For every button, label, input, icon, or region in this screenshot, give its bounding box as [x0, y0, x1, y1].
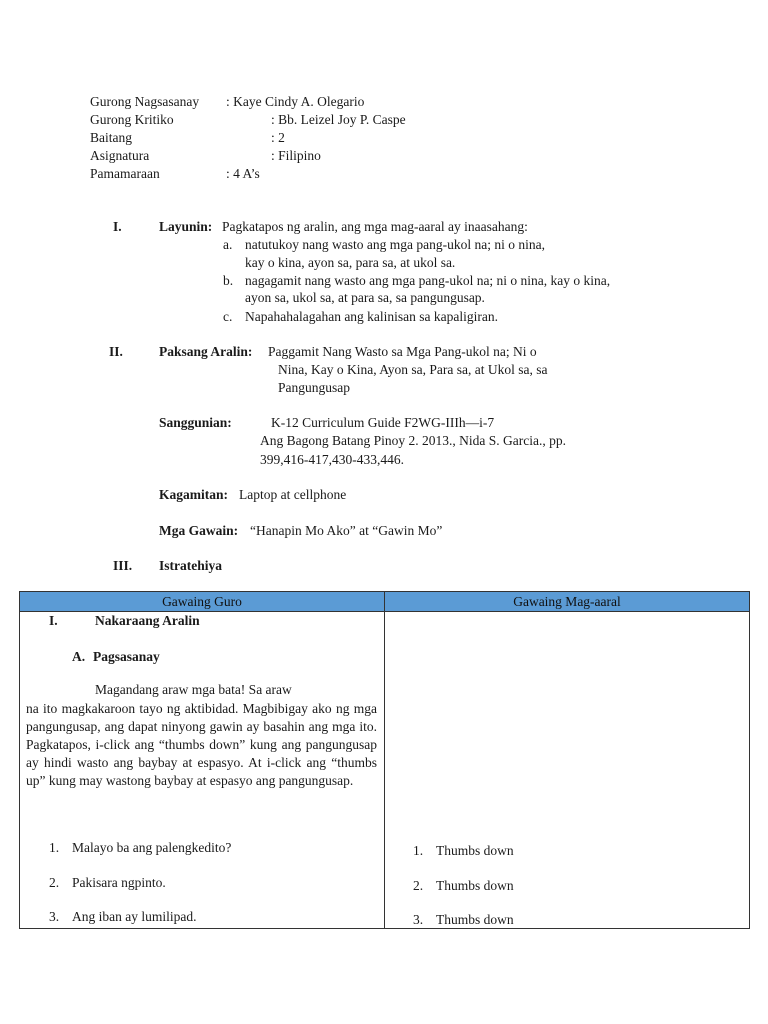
topic-text: Paggamit Nang Wasto sa Mga Pang-ukol na; Ni o [268, 344, 537, 359]
reference-text: 399,416-417,430-433,446. [260, 452, 404, 467]
objective-text: natutukoy nang wasto ang mga pang-ukol na; ni o nina, [245, 237, 545, 252]
objective-text: kay o kina, ayon sa, para sa, at ukol sa. [245, 255, 456, 270]
section-numeral: II. [109, 344, 123, 359]
objective-text: nagagamit nang wasto ang mga pang-ukol na; ni o nina, kay o kina, [245, 273, 611, 288]
value-asignatura: : Filipino [271, 148, 321, 163]
lesson-table [19, 591, 750, 929]
table-header-row [20, 592, 750, 612]
topic-text: Nina, Kay o Kina, Ayon sa, Para sa, at Ukol sa, sa [278, 362, 548, 377]
list-marker: 3. [49, 909, 60, 924]
value-gurong-nagsasanay: : Kaye Cindy A. Olegario [226, 94, 365, 109]
answer-item: Thumbs down [436, 912, 514, 927]
topic-text: Pangungusap [278, 380, 350, 395]
section-title: Paksang Aralin: [159, 344, 253, 359]
sentence-item: Pakisara ngpinto. [72, 875, 166, 890]
label-pamamaraan: Pamamaraan [90, 166, 160, 181]
sentence-item: Ang iban ay lumilipad. [72, 909, 197, 924]
section-title: Mga Gawain: [159, 523, 239, 538]
section-numeral: III. [113, 558, 133, 573]
activity-numeral: I. [49, 613, 58, 628]
sentence-item: Malayo ba ang palengkedito? [72, 840, 232, 855]
value-gurong-kritiko: : Bb. Leizel Joy P. Caspe [271, 112, 406, 127]
list-marker: b. [223, 273, 234, 288]
activity-heading: Nakaraang Aralin [95, 613, 200, 628]
materials-text: Laptop at cellphone [239, 487, 347, 502]
list-marker: 1. [49, 840, 60, 855]
objective-text: ayon sa, ukol sa, at para sa, sa pangungusap. [245, 290, 485, 305]
section-title: Istratehiya [159, 558, 222, 573]
section-title: Kagamitan: [159, 487, 228, 502]
answer-item: Thumbs down [436, 878, 514, 893]
list-marker: a. [223, 237, 233, 252]
list-marker: 1. [413, 843, 424, 858]
instruction-first-line: Magandang araw mga bata! Sa araw [95, 682, 292, 697]
student-cell [385, 612, 750, 929]
list-marker: c. [223, 309, 233, 324]
sub-activity-marker: A. [72, 649, 86, 664]
reference-text: K-12 Curriculum Guide F2WG-IIIh—i-7 [271, 415, 495, 430]
teacher-cell [20, 612, 385, 929]
list-marker: 2. [49, 875, 60, 890]
section-numeral: I. [113, 219, 122, 234]
table-row [20, 612, 750, 929]
column-header-gawaing-mag-aaral: Gawaing Mag-aaral [385, 592, 750, 612]
section-title: Sanggunian: [159, 415, 232, 430]
label-gurong-kritiko: Gurong Kritiko [90, 112, 174, 127]
list-marker: 2. [413, 878, 424, 893]
answer-item: Thumbs down [436, 843, 514, 858]
activities-text: “Hanapin Mo Ako” at “Gawin Mo” [250, 523, 443, 538]
label-gurong-nagsasanay: Gurong Nagsasanay [90, 94, 200, 109]
label-asignatura: Asignatura [90, 148, 150, 163]
value-baitang: : 2 [271, 130, 285, 145]
sub-activity-heading: Pagsasanay [93, 649, 160, 664]
section-title: Layunin: [159, 219, 213, 234]
value-pamamaraan: : 4 A’s [226, 166, 260, 181]
objective-text: Napahahalagahan ang kalinisan sa kapaligiran. [245, 309, 499, 324]
label-baitang: Baitang [90, 130, 132, 145]
instruction-paragraph: na ito magkakaroon tayo ng aktibidad. Magbibigay ako ng mga pangungusap, ang dapat ninyong gawin ay basahin ang mga ito. Pagkatapos, i-click ang “thumbs down” kung ang pangungusap ay hindi wasto ang baybay at espasyo. At i-click ang “thumbs up” kung may wastong baybay at espasyo ang pangungusap. [26, 701, 377, 788]
column-header-gawaing-guro: Gawaing Guro [20, 592, 385, 612]
section-intro: Pagkatapos ng aralin, ang mga mag-aaral ay inaasahang: [222, 219, 528, 234]
list-marker: 3. [413, 912, 424, 927]
reference-text: Ang Bagong Batang Pinoy 2. 2013., Nida S. Garcia., pp. [260, 433, 566, 448]
